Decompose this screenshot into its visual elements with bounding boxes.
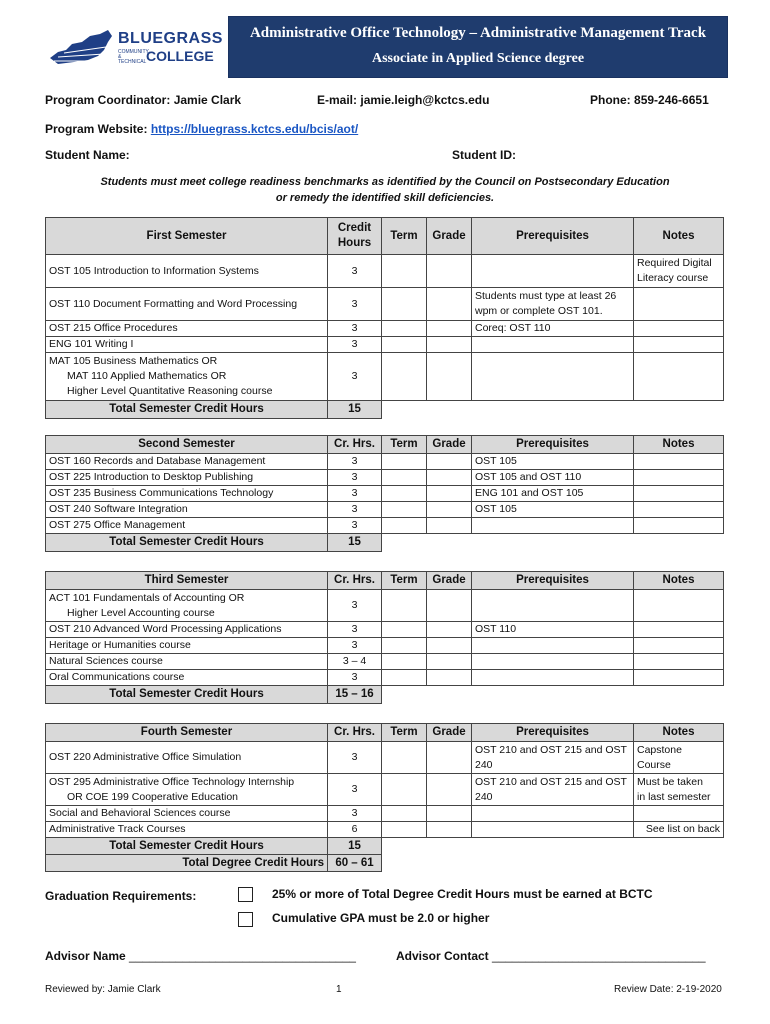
- col-grade: Grade: [427, 724, 472, 742]
- term-cell[interactable]: [382, 353, 427, 401]
- course-cell: OST 275 Office Management: [46, 518, 328, 534]
- notes-cell: [634, 502, 724, 518]
- prereq-cell: [472, 255, 634, 288]
- logo-text-bluegrass: BLUEGRASS: [118, 30, 223, 47]
- term-cell[interactable]: [382, 454, 427, 470]
- phone-label: Phone:: [590, 93, 631, 107]
- degree-total-label: Total Degree Credit Hours: [46, 855, 328, 872]
- website-label: Program Website:: [45, 122, 148, 136]
- table-header-row: [46, 436, 724, 454]
- term-cell[interactable]: [382, 288, 427, 321]
- email-value: jamie.leigh@kctcs.edu: [360, 93, 490, 107]
- course-cell: OST 210 Advanced Word Processing Applications: [46, 622, 328, 638]
- term-cell[interactable]: [382, 502, 427, 518]
- credit-cell: 3: [328, 288, 382, 321]
- table-row: [46, 638, 724, 654]
- notes-cell: [634, 486, 724, 502]
- table-row: [46, 806, 724, 822]
- term-cell[interactable]: [382, 622, 427, 638]
- grade-cell[interactable]: [427, 486, 472, 502]
- credit-cell: 3: [328, 502, 382, 518]
- col-credit-hours: Cr. Hrs.: [328, 436, 382, 454]
- advisor-contact-label: Advisor Contact: [396, 949, 489, 963]
- notes-cell: [634, 321, 724, 337]
- page-number: 1: [336, 984, 342, 995]
- term-cell[interactable]: [382, 806, 427, 822]
- credit-cell: 3: [328, 670, 382, 686]
- notes-cell: Must be taken in last semester: [634, 774, 724, 806]
- course-cell: OST 215 Office Procedures: [46, 321, 328, 337]
- term-cell[interactable]: [382, 518, 427, 534]
- notes-cell: Required Digital Literacy course: [634, 255, 724, 288]
- grade-cell[interactable]: [427, 806, 472, 822]
- col-grade: Grade: [427, 436, 472, 454]
- table-row: [46, 742, 724, 774]
- table-header-row: [46, 724, 724, 742]
- grade-cell[interactable]: [427, 590, 472, 622]
- grade-cell[interactable]: [427, 822, 472, 838]
- readiness-notice-line2: or remedy the identified skill deficiencies.: [275, 192, 495, 204]
- grade-cell[interactable]: [427, 255, 472, 288]
- document-subtitle: Associate in Applied Science degree: [371, 51, 585, 66]
- credit-cell: 3: [328, 454, 382, 470]
- prereq-cell: [472, 518, 634, 534]
- notes-cell: [634, 670, 724, 686]
- table-row: [46, 518, 724, 534]
- logo-text-community: COMMUNITY & TECHNICAL: [118, 49, 149, 65]
- degree-total-value: 60 – 61: [328, 855, 382, 872]
- course-cell: Administrative Track Courses: [46, 822, 328, 838]
- term-cell[interactable]: [382, 590, 427, 622]
- term-cell[interactable]: [382, 742, 427, 774]
- total-value: 15: [328, 838, 382, 855]
- credit-cell: 3: [328, 806, 382, 822]
- grade-cell[interactable]: [427, 654, 472, 670]
- notes-cell: Capstone Course: [634, 742, 724, 774]
- credit-cell: 3: [328, 353, 382, 401]
- prereq-cell: OST 210 and OST 215 and OST 240: [472, 742, 634, 774]
- col-credit-hours: Credit Hours: [328, 218, 382, 255]
- course-cell: ACT 101 Fundamentals of Accounting OR Higher Level Accounting course: [46, 590, 328, 622]
- requirement-1-checkbox[interactable]: [238, 887, 253, 902]
- grade-cell[interactable]: [427, 774, 472, 806]
- notes-cell: [634, 454, 724, 470]
- notes-cell: [634, 806, 724, 822]
- college-logo: [48, 24, 223, 70]
- table-row: [46, 654, 724, 670]
- total-value: 15 – 16: [328, 686, 382, 704]
- table-row: [46, 255, 724, 288]
- prereq-cell: Students must type at least 26 wpm or complete OST 101.: [472, 288, 634, 321]
- credit-cell: 3: [328, 638, 382, 654]
- table-row: [46, 288, 724, 321]
- col-term: Term: [382, 436, 427, 454]
- notes-cell: [634, 353, 724, 401]
- total-value: 15: [328, 534, 382, 552]
- grade-cell[interactable]: [427, 454, 472, 470]
- col-notes: Notes: [634, 218, 724, 255]
- credit-cell: 3: [328, 321, 382, 337]
- table-header-row: [46, 218, 724, 255]
- prereq-cell: OST 105 and OST 110: [472, 470, 634, 486]
- title-banner: [228, 16, 728, 78]
- coordinator-line: [45, 93, 241, 107]
- prereq-cell: OST 105: [472, 502, 634, 518]
- col-notes: Notes: [634, 436, 724, 454]
- course-cell: OST 225 Introduction to Desktop Publishing: [46, 470, 328, 486]
- advisor-contact-line: [396, 949, 706, 963]
- student-name-label: Student Name:: [45, 148, 130, 162]
- document-title: Administrative Office Technology – Administrative Management Track: [249, 25, 707, 41]
- grade-cell[interactable]: [427, 353, 472, 401]
- col-prerequisites: Prerequisites: [472, 218, 634, 255]
- total-value: 15: [328, 401, 382, 419]
- col-credit-hours: Cr. Hrs.: [328, 724, 382, 742]
- reviewed-by: Reviewed by: Jamie Clark: [45, 984, 161, 995]
- readiness-notice-line1: Students must meet college readiness benchmarks as identified by the Council on Postsecondary Education: [100, 176, 670, 188]
- prereq-cell: OST 210 and OST 215 and OST 240: [472, 774, 634, 806]
- term-cell[interactable]: [382, 470, 427, 486]
- table-row: [46, 337, 724, 353]
- col-grade: Grade: [427, 218, 472, 255]
- advisor-name-label: Advisor Name: [45, 949, 126, 963]
- col-term: Term: [382, 724, 427, 742]
- table-row: [46, 670, 724, 686]
- course-cell: OST 110 Document Formatting and Word Processing: [46, 288, 328, 321]
- first-semester-table: [45, 217, 724, 419]
- advisor-contact-field[interactable]: ________________________________: [492, 949, 706, 963]
- table-row: [46, 590, 724, 622]
- notes-cell: [634, 337, 724, 353]
- col-prerequisites: Prerequisites: [472, 436, 634, 454]
- term-cell[interactable]: [382, 337, 427, 353]
- course-cell: MAT 105 Business Mathematics OR MAT 110 Applied Mathematics OR Higher Level Quantitative Reasoning course: [46, 353, 328, 401]
- table-row: [46, 774, 724, 806]
- credit-cell: 3: [328, 337, 382, 353]
- third-semester-table: [45, 571, 724, 704]
- prereq-cell: [472, 654, 634, 670]
- col-semester: First Semester: [46, 218, 328, 255]
- credit-cell: 3 – 4: [328, 654, 382, 670]
- prereq-cell: [472, 337, 634, 353]
- course-cell: OST 160 Records and Database Management: [46, 454, 328, 470]
- logo-text-college: COLLEGE: [146, 48, 214, 64]
- prereq-cell: [472, 670, 634, 686]
- term-cell[interactable]: [382, 321, 427, 337]
- website-link[interactable]: https://bluegrass.kctcs.edu/bcis/aot/: [150, 122, 359, 136]
- degree-total-row: [46, 855, 724, 872]
- advisor-name-line: [45, 949, 356, 963]
- phone-line: [590, 93, 709, 107]
- course-cell: ENG 101 Writing I: [46, 337, 328, 353]
- credit-cell: 6: [328, 822, 382, 838]
- prereq-cell: [472, 806, 634, 822]
- total-label: Total Semester Credit Hours: [46, 401, 328, 419]
- grade-cell[interactable]: [427, 502, 472, 518]
- credit-cell: 3: [328, 255, 382, 288]
- credit-cell: 3: [328, 470, 382, 486]
- term-cell[interactable]: [382, 670, 427, 686]
- col-notes: Notes: [634, 572, 724, 590]
- credit-cell: 3: [328, 486, 382, 502]
- notes-cell: [634, 622, 724, 638]
- col-semester: Second Semester: [46, 436, 328, 454]
- course-cell: Social and Behavioral Sciences course: [46, 806, 328, 822]
- credit-cell: 3: [328, 590, 382, 622]
- table-row: [46, 622, 724, 638]
- notes-cell: [634, 654, 724, 670]
- col-semester: Fourth Semester: [46, 724, 328, 742]
- term-cell[interactable]: [382, 255, 427, 288]
- credit-cell: 3: [328, 518, 382, 534]
- col-prerequisites: Prerequisites: [472, 572, 634, 590]
- grade-cell[interactable]: [427, 337, 472, 353]
- notes-cell: [634, 288, 724, 321]
- col-semester: Third Semester: [46, 572, 328, 590]
- grade-cell[interactable]: [427, 670, 472, 686]
- requirement-2-checkbox[interactable]: [238, 912, 253, 927]
- notes-cell: [634, 590, 724, 622]
- website-line: [45, 122, 358, 136]
- prereq-cell: [472, 353, 634, 401]
- prereq-cell: OST 105: [472, 454, 634, 470]
- table-row: [46, 353, 724, 401]
- col-term: Term: [382, 218, 427, 255]
- review-date: Review Date: 2-19-2020: [614, 984, 722, 995]
- grade-cell[interactable]: [427, 742, 472, 774]
- total-label: Total Semester Credit Hours: [46, 838, 328, 855]
- table-row: [46, 822, 724, 838]
- total-label: Total Semester Credit Hours: [46, 534, 328, 552]
- col-grade: Grade: [427, 572, 472, 590]
- term-cell[interactable]: [382, 654, 427, 670]
- grade-cell[interactable]: [427, 638, 472, 654]
- credit-cell: 3: [328, 622, 382, 638]
- student-id-label: Student ID:: [452, 148, 516, 162]
- table-row: [46, 486, 724, 502]
- course-cell: OST 295 Administrative Office Technology Internship OR COE 199 Cooperative Education: [46, 774, 328, 806]
- grade-cell[interactable]: [427, 622, 472, 638]
- grade-cell[interactable]: [427, 518, 472, 534]
- total-row: [46, 686, 724, 704]
- prereq-cell: [472, 638, 634, 654]
- course-cell: OST 220 Administrative Office Simulation: [46, 742, 328, 774]
- credit-cell: 3: [328, 774, 382, 806]
- prereq-cell: [472, 590, 634, 622]
- col-prerequisites: Prerequisites: [472, 724, 634, 742]
- table-row: [46, 454, 724, 470]
- table-row: [46, 321, 724, 337]
- term-cell[interactable]: [382, 638, 427, 654]
- phone-value: 859-246-6651: [634, 93, 709, 107]
- course-cell: Natural Sciences course: [46, 654, 328, 670]
- coordinator-name: Jamie Clark: [173, 93, 242, 107]
- course-cell: Oral Communications course: [46, 670, 328, 686]
- table-row: [46, 502, 724, 518]
- table-row: [46, 470, 724, 486]
- total-row: [46, 401, 724, 419]
- notes-cell: See list on back: [634, 822, 724, 838]
- prereq-cell: OST 110: [472, 622, 634, 638]
- course-cell: OST 235 Business Communications Technology: [46, 486, 328, 502]
- course-cell: OST 105 Introduction to Information Systems: [46, 255, 328, 288]
- advisor-name-field[interactable]: __________________________________: [129, 949, 356, 963]
- total-row: [46, 838, 724, 855]
- graduation-label: Graduation Requirements:: [45, 889, 197, 903]
- requirement-1-text: 25% or more of Total Degree Credit Hours must be earned at BCTC: [272, 887, 653, 901]
- grade-cell[interactable]: [427, 470, 472, 486]
- kentucky-map-icon: [48, 28, 118, 68]
- notes-cell: [634, 470, 724, 486]
- notes-cell: [634, 518, 724, 534]
- col-notes: Notes: [634, 724, 724, 742]
- total-label: Total Semester Credit Hours: [46, 686, 328, 704]
- prereq-cell: ENG 101 and OST 105: [472, 486, 634, 502]
- grade-cell[interactable]: [427, 321, 472, 337]
- notes-cell: [634, 638, 724, 654]
- fourth-semester-table: [45, 723, 724, 872]
- requirement-2-text: Cumulative GPA must be 2.0 or higher: [272, 911, 490, 925]
- term-cell[interactable]: [382, 774, 427, 806]
- coordinator-label: Program Coordinator:: [45, 93, 171, 107]
- credit-cell: 3: [328, 742, 382, 774]
- col-credit-hours: Cr. Hrs.: [328, 572, 382, 590]
- email-line: [317, 93, 489, 107]
- col-term: Term: [382, 572, 427, 590]
- second-semester-table: [45, 435, 724, 552]
- grade-cell[interactable]: [427, 288, 472, 321]
- table-header-row: [46, 572, 724, 590]
- email-label: E-mail:: [317, 93, 358, 107]
- term-cell[interactable]: [382, 486, 427, 502]
- course-cell: OST 240 Software Integration: [46, 502, 328, 518]
- term-cell[interactable]: [382, 822, 427, 838]
- course-cell: Heritage or Humanities course: [46, 638, 328, 654]
- prereq-cell: [472, 822, 634, 838]
- prereq-cell: Coreq: OST 110: [472, 321, 634, 337]
- total-row: [46, 534, 724, 552]
